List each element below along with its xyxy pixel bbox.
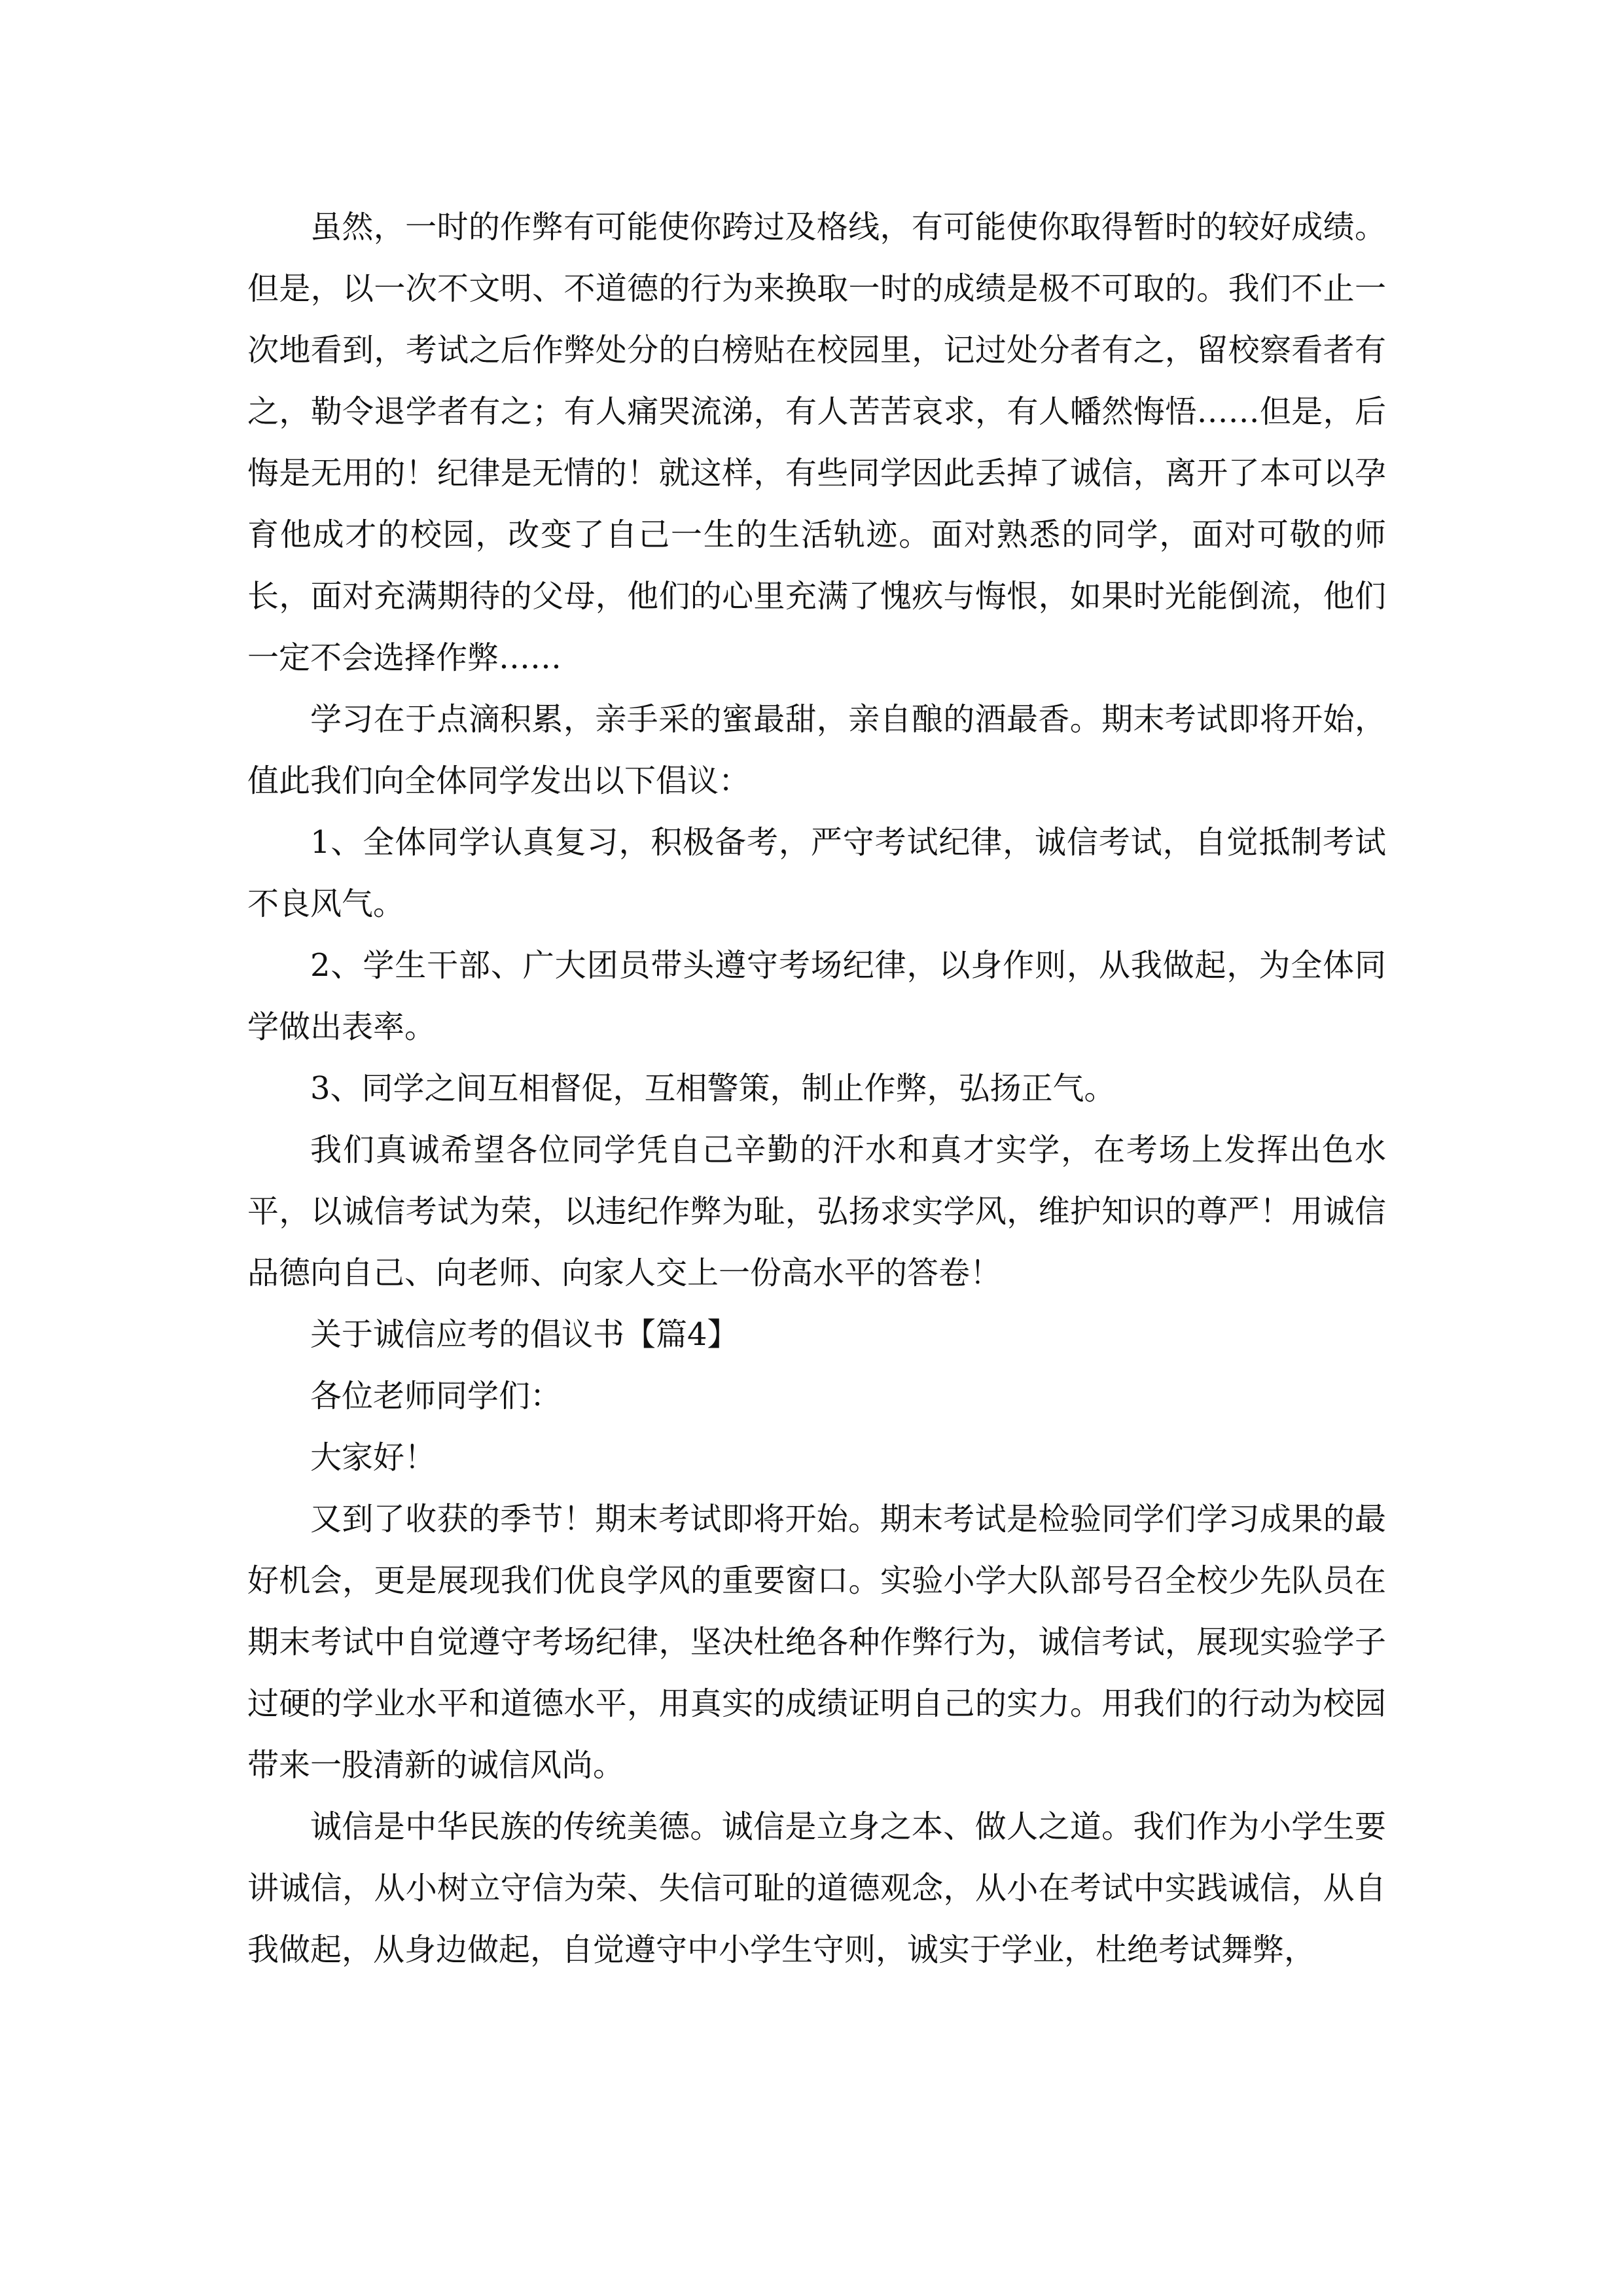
salutation: 各位老师同学们： [310,1378,562,1414]
paragraph-honesty-virtue: 诚信是中华民族的传统美德。诚信是立身之本、做人之道。我们作为小学生要讲诚信，从小树立守信为荣、失信可耻的道德观念，从小在考试中实践诚信，从自我做起，从身边做起，自觉遵守中小学生守则，诚实于学业，杜绝考试舞弊， [247,1808,1386,1968]
paragraph-item-2: 2、学生干部、广大团员带头遵守考场纪律，以身作则，从我做起，为全体同学做出表率。 [247,947,1386,1045]
paragraph-exam-season: 又到了收获的季节！期末考试即将开始。期末考试是检验同学们学习成果的最好机会，更是展现我们优良学风的重要窗口。实验小学大队部号召全校少先队员在期末考试中自觉遵守考场纪律，坚决杜绝各种作弊行为，诚信考试，展现实验学子过硬的学业水平和道德水平，用真实的成绩证明自己的实力。用我们的行动为校园带来一股清新的诚信风尚。 [247,1501,1386,1784]
paragraph-item-3: 3、同学之间互相督促，互相警策，制止作弊，弘扬正气。 [310,1070,1116,1107]
paragraph-item-1: 1、全体同学认真复习，积极备考，严守考试纪律，诚信考试，自觉抵制考试不良风气。 [247,824,1386,922]
greeting: 大家好！ [310,1439,437,1476]
paragraph-initiative-intro: 学习在于点滴积累，亲手采的蜜最甜，亲自酿的酒最香。期末考试即将开始，值此我们向全体同学发出以下倡议： [247,701,1386,799]
document-body [247,196,1386,1981]
paragraph-cheating-consequences: 虽然，一时的作弊有可能使你跨过及格线，有可能使你取得暂时的较好成绩。但是，以一次不文明、不道德的行为来换取一时的成绩是极不可取的。我们不止一次地看到，考试之后作弊处分的白榜贴在校园里，记过处分者有之，留校察看者有之，勒令退学者有之；有人痛哭流涕，有人苦苦哀求，有人幡然悔悟……但是，后悔是无用的！纪律是无情的！就这样，有些同学因此丢掉了诚信，离开了本可以孕育他成才的校园，改变了自己一生的生活轨迹。面对熟悉的同学，面对可敬的师长，面对充满期待的父母，他们的心里充满了愧疚与悔恨，如果时光能倒流，他们一定不会选择作弊…… [247,209,1386,676]
paragraph-closing-wish: 我们真诚希望各位同学凭自己辛勤的汗水和真才实学，在考场上发挥出色水平，以诚信考试为荣，以违纪作弊为耻，弘扬求实学风，维护知识的尊严！用诚信品德向自己、向老师、向家人交上一份高水平的答卷！ [247,1132,1386,1291]
section-heading: 关于诚信应考的倡议书【篇4】 [310,1316,739,1353]
